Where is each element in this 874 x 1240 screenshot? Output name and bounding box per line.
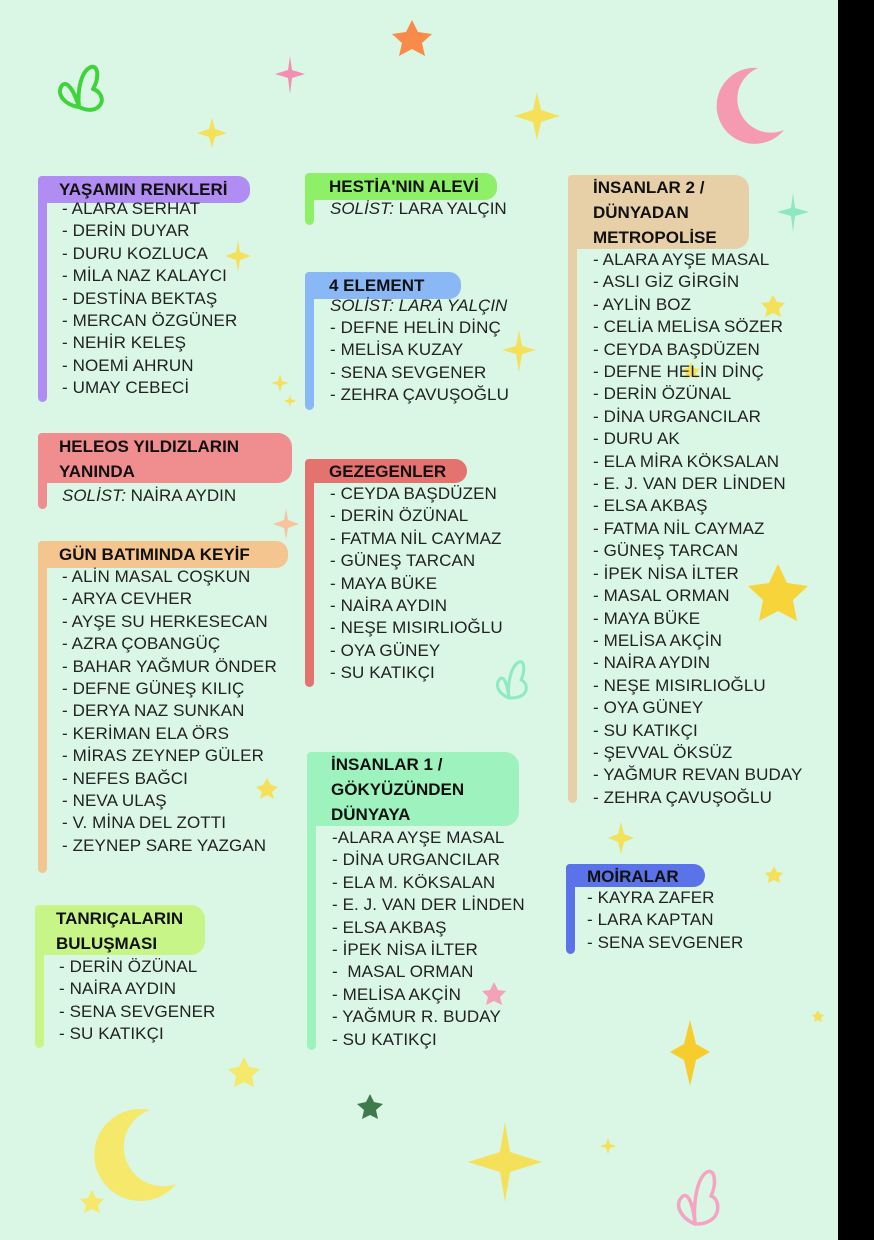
moon-icon <box>717 68 784 144</box>
list-item: - MELİSA KUZAY <box>330 340 464 360</box>
list-item: - ELSA AKBAŞ <box>593 496 708 516</box>
list-item: - CEYDA BAŞDÜZEN <box>330 484 497 503</box>
list-item: - SENA SEVGENER <box>59 1001 216 1021</box>
list-item: - NEŞE MISIRLIOĞLU <box>593 675 766 695</box>
soloist-text: SOLİST: LARA YALÇIN <box>330 296 508 315</box>
list-item: - NEVA ULAŞ <box>62 791 167 811</box>
list-item: - ELSA AKBAŞ <box>332 917 447 937</box>
list-item: - NAİRA AYDIN <box>59 979 177 999</box>
list-item: - ASLI GİZ GİRGİN <box>593 272 740 292</box>
list-item: - ZEHRA ÇAVUŞOĞLU <box>593 787 772 807</box>
sparkle-icon <box>514 92 560 140</box>
group-bar <box>568 175 577 803</box>
group-title: 4 ELEMENT <box>305 272 461 299</box>
star-icon <box>228 1057 260 1087</box>
list-item: - ARYA CEVHER <box>62 589 193 609</box>
list-item: - LARA KAPTAN <box>587 910 714 930</box>
list-item: - OYA GÜNEY <box>593 698 704 718</box>
list-item: - ELA MİRA KÖKSALAN <box>593 451 780 471</box>
list-item: - ALARA SERHAT <box>62 199 201 218</box>
soloist-label: SOLİST: <box>62 486 126 505</box>
list-item: - ALİN MASAL COŞKUN <box>62 567 251 586</box>
star-icon <box>812 1010 824 1022</box>
list-item: - BAHAR YAĞMUR ÖNDER <box>62 656 277 676</box>
sparkle-icon <box>608 822 634 854</box>
list-item: - ŞEVVAL ÖKSÜZ <box>593 742 733 762</box>
sparkle-icon <box>273 508 299 540</box>
list-item: - NAİRA AYDIN <box>593 653 711 673</box>
group-bar <box>38 541 47 873</box>
group-title-line: YANINDA <box>59 462 135 481</box>
member-list <box>593 249 803 809</box>
group-title: YAŞAMIN RENKLERİ <box>38 176 250 203</box>
list-item: - ALARA AYŞE MASAL <box>593 250 770 269</box>
list-item: - MAYA BÜKE <box>330 573 438 593</box>
list-item: - ZEYNEP SARE YAZGAN <box>62 835 267 855</box>
group-title-line: HELEOS YILDIZLARIN <box>59 437 240 456</box>
group-title-line: DÜNYAYA <box>331 805 411 824</box>
group-title <box>38 433 292 483</box>
list-item: - SU KATIKÇI <box>59 1024 164 1044</box>
sparkle-icon <box>271 374 289 392</box>
page-edge <box>838 0 874 1240</box>
list-item: - MERCAN ÖZGÜNER <box>62 311 238 331</box>
member-list <box>332 827 525 1051</box>
list-item: - MELİSA AKÇİN <box>332 984 461 1004</box>
list-item: - MİRAS ZEYNEP GÜLER <box>62 746 264 766</box>
list-item: - DEFNE HELİN DİNÇ <box>330 318 501 337</box>
list-item: - V. MİNA DEL ZOTTI <box>62 813 227 833</box>
list-item: - MİLA NAZ KALAYCI <box>62 266 227 286</box>
list-item: - MASAL ORMAN <box>332 962 474 982</box>
list-item: - İPEK NİSA İLTER <box>332 940 478 960</box>
list-item: - DİNA URGANCILAR <box>593 406 761 426</box>
sparkle-icon <box>777 193 809 232</box>
list-item: - DERİN DUYAR <box>62 221 190 241</box>
sparkle-icon <box>468 1122 542 1202</box>
member-list <box>587 887 743 954</box>
list-item: - DERİN ÖZÜNAL <box>330 506 469 526</box>
list-item: - DURU AK <box>593 429 680 449</box>
butterfly-icon <box>679 1171 718 1224</box>
group-title-line: METROPOLİSE <box>593 228 717 247</box>
list-item: - NAİRA AYDIN <box>330 596 448 616</box>
star-icon <box>357 1094 383 1119</box>
group-bar <box>305 459 314 687</box>
sparkle-icon <box>275 56 305 94</box>
star-icon <box>392 20 432 56</box>
soloist-name: NAİRA AYDIN <box>130 486 237 505</box>
list-item: - GÜNEŞ TARCAN <box>593 541 739 561</box>
member-list <box>330 483 503 685</box>
group-title <box>35 905 205 955</box>
group-title-line: TANRIÇALARIN <box>56 909 184 928</box>
star-icon <box>80 1190 104 1213</box>
group-title-line: İNSANLAR 1 / <box>331 755 443 774</box>
list-item: - YAĞMUR R. BUDAY <box>332 1007 501 1027</box>
list-item: - MELİSA AKÇİN <box>593 630 722 650</box>
sparkle-icon <box>284 394 296 408</box>
member-list <box>330 317 509 407</box>
butterfly-icon <box>60 67 102 110</box>
list-item: -ALARA AYŞE MASAL <box>332 828 505 847</box>
member-list <box>59 956 215 1046</box>
group-title-line: DÜNYADAN <box>593 203 689 222</box>
group-title: GEZEGENLER <box>305 459 467 483</box>
group-title-line: GÖKYÜZÜNDEN <box>331 780 465 799</box>
list-item: - AYŞE SU HERKESECAN <box>62 611 268 631</box>
sparkle-icon <box>197 118 227 148</box>
list-item: - YAĞMUR REVAN BUDAY <box>593 765 803 785</box>
list-item: - SENA SEVGENER <box>587 932 744 952</box>
list-item: - DURU KOZLUCA <box>62 243 208 263</box>
soloist-line <box>62 485 236 507</box>
list-item: - SU KATIKÇI <box>332 1029 437 1049</box>
list-item: - SU KATIKÇI <box>330 663 435 683</box>
list-item: - MASAL ORMAN <box>593 586 730 606</box>
list-item: - DESTİNA BEKTAŞ <box>62 288 218 308</box>
group-bar <box>38 176 47 402</box>
list-item: - DERİN ÖZÜNAL <box>593 384 732 404</box>
group-title: MOİRALAR <box>566 864 705 887</box>
list-item: - İPEK NİSA İLTER <box>593 563 739 583</box>
group-title-line: İNSANLAR 2 / <box>593 178 705 197</box>
list-item: - DERYA NAZ SUNKAN <box>62 701 245 721</box>
list-item: - SU KATIKÇI <box>593 720 698 740</box>
group-title: HESTİA'NIN ALEVİ <box>305 173 497 200</box>
list-item: - GÜNEŞ TARCAN <box>330 551 476 571</box>
member-list <box>62 566 277 857</box>
list-item: - KAYRA ZAFER <box>587 888 715 907</box>
list-item: - SENA SEVGENER <box>330 362 487 382</box>
list-item: - CEYDA BAŞDÜZEN <box>593 339 760 359</box>
list-item: - E. J. VAN DER LİNDEN <box>332 895 525 915</box>
list-item: - NEHİR KELEŞ <box>62 333 187 353</box>
list-item: - NEŞE MISIRLIOĞLU <box>330 618 503 638</box>
list-item: - UMAY CEBECİ <box>62 378 190 398</box>
list-item: - MAYA BÜKE <box>593 608 701 628</box>
list-item: - FATMA NİL CAYMAZ <box>593 518 765 538</box>
sparkle-icon <box>670 1020 710 1086</box>
soloist-line <box>330 295 507 317</box>
soloist-label: SOLİST: <box>330 199 394 218</box>
list-item: - DEFNE GÜNEŞ KILIÇ <box>62 679 245 699</box>
group-title <box>307 752 519 826</box>
list-item: - CELİA MELİSA SÖZER <box>593 317 784 337</box>
sparkle-icon <box>600 1138 616 1154</box>
list-item: - OYA GÜNEY <box>330 640 441 660</box>
group-title-line: BULUŞMASI <box>56 934 158 953</box>
member-list <box>62 198 237 400</box>
list-item: - NOEMİ AHRUN <box>62 355 194 375</box>
list-item: - DİNA URGANCILAR <box>332 850 500 870</box>
list-item: - AZRA ÇOBANGÜÇ <box>62 634 221 654</box>
list-item: - DERİN ÖZÜNAL <box>59 957 198 976</box>
soloist-name: LARA YALÇIN <box>398 199 507 218</box>
star-icon <box>765 866 783 883</box>
list-item: - FATMA NİL CAYMAZ <box>330 528 502 548</box>
list-item: - KERİMAN ELA ÖRS <box>62 723 230 743</box>
list-item: - ZEHRA ÇAVUŞOĞLU <box>330 385 509 405</box>
list-item: - NEFES BAĞCI <box>62 768 188 788</box>
group-title: GÜN BATIMINDA KEYİF <box>38 541 288 568</box>
moon-icon <box>94 1109 176 1201</box>
list-item: - ELA M. KÖKSALAN <box>332 872 496 892</box>
soloist-line <box>330 198 507 220</box>
list-item: - DEFNE HELİN DİNÇ <box>593 362 764 382</box>
list-item: - AYLİN BOZ <box>593 294 692 314</box>
list-item: - E. J. VAN DER LİNDEN <box>593 474 786 494</box>
group-title <box>568 175 749 249</box>
